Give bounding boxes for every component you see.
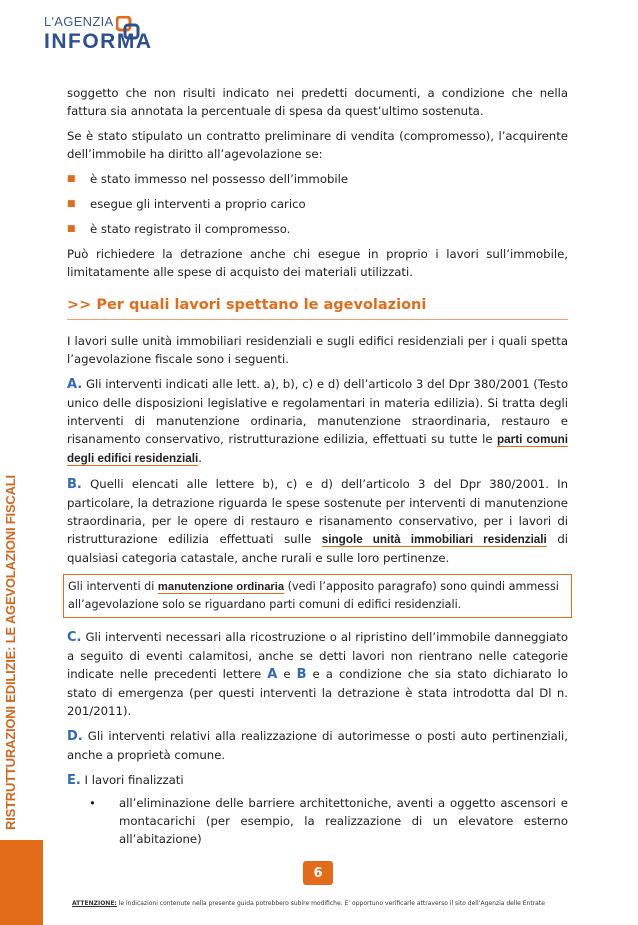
agenzia-informa-logo [44, 14, 154, 62]
item-reference: A [267, 667, 278, 682]
logo-line2: INFORMA [44, 30, 153, 53]
list-item: ■ è stato immesso nel possesso dell’immobile [67, 172, 349, 186]
item-c: C. Gli interventi necessari alla ricostruzione o al ripristino dell’immobile danneggiato a seguito di eventi calamitosi, anche se detti lavori non rientrano nelle categorie indicate nelle precedenti lettere A e B e a condizione che sia stato dichiarato lo stato di emergenza (per questi interventi la detrazione è stata introdotta dal Dl n. 201/2011). [67, 630, 568, 718]
item-letter: C. [67, 630, 82, 645]
paragraph: I lavori sulle unità immobiliari residenziali e sugli edifici residenziali per i quali spetta l’agevolazione fiscale sono i seguenti. [67, 334, 568, 366]
logo-mark-icon [116, 16, 140, 40]
item-letter: A. [67, 377, 83, 392]
section-divider [67, 319, 568, 320]
square-bullet-icon: ■ [67, 224, 76, 234]
highlighted-term: parti comuni degli edifici residenziali [67, 433, 568, 465]
highlighted-term: manutenzione ordinaria [157, 581, 285, 593]
list-item: ■ esegue gli interventi a proprio carico [67, 197, 306, 211]
section-title: >> Per quali lavori spettano le agevolazioni [67, 297, 427, 313]
paragraph: Se è stato stipulato un contratto preliminare di vendita (compromesso), l’acquirente dell’immobile ha diritto all’agevolazione se: [67, 129, 568, 161]
highlighted-term: singole unità immobiliari residenziali [321, 533, 547, 546]
logo-line1: L'AGENZIA [44, 14, 114, 29]
bullet-dot-icon: • [89, 796, 96, 810]
footer-disclaimer [72, 900, 545, 907]
list-item: ■ è stato registrato il compromesso. [67, 222, 291, 236]
sidebar-accent-bar [0, 840, 43, 925]
footer-text: le indicazioni contenute nella presente guida potrebbero subire modifiche. E’ opportuno verificarle attraverso il sito dell’Agenzia delle Entrate [116, 900, 545, 907]
square-bullet-icon: ■ [67, 174, 76, 184]
item-letter: D. [67, 729, 83, 744]
page-number: 6 [303, 861, 333, 885]
item-reference: B [296, 667, 307, 682]
item-e: E. I lavori finalizzati [67, 773, 184, 788]
item-d: D. Gli interventi relativi alla realizzazione di autorimesse o posti auto pertinenziali, anche a proprietà comune. [67, 729, 568, 762]
item-a: A. Gli interventi indicati alle lett. a), b), c) e d) dell’articolo 3 del Dpr 380/2001 (Testo unico delle disposizioni legislative e regolamentari in materia edilizia). Si tratta degli interventi di manutenzione ordinaria, manutenzione straordinaria, restauro e risanamento conservativo, ristrutturazione edilizia, effettuati su tutte le parti comuni degli edifici residenziali. [67, 377, 568, 465]
sub-list-item: • all’eliminazione delle barriere architettoniche, aventi a oggetto ascensori e montacarichi (per esempio, la realizzazione di un elevatore esterno all’abitazione) [67, 794, 568, 848]
square-bullet-icon: ■ [67, 199, 76, 209]
document-body [67, 84, 568, 852]
item-letter: E. [67, 773, 81, 788]
item-b: B. Quelli elencati alle lettere b), c) e d) dell’articolo 3 del Dpr 380/2001. In particolare, la detrazione riguarda le spese sostenute per interventi di manutenzione straordinaria, per le opere di restauro e risanamento conservativo, per i lavori di ristrutturazione edilizia effettuati sulle singole unità immobiliari residenziali di qualsiasi categoria catastale, anche rurali e sulle loro pertinenze. [67, 477, 569, 565]
footer-label: ATTENZIONE: [72, 900, 117, 907]
paragraph: soggetto che non risulti indicato nei predetti documenti, a condizione che nella fattura sia annotata la percentuale di spesa da quest’ultimo sostenuta. [67, 86, 568, 118]
sidebar-vertical-title: RISTRUTTURAZIONI EDILIZIE: LE AGEVOLAZIONI FISCALI [3, 475, 18, 830]
paragraph: Può richiedere la detrazione anche chi esegue in proprio i lavori sull’immobile, limitatamente alle spese di acquisto dei materiali utilizzati. [67, 247, 568, 279]
item-letter: B. [67, 477, 82, 492]
note-box: Gli interventi di manutenzione ordinaria (vedi l’apposito paragrafo) sono quindi ammessi all’agevolazione solo se riguardano parti comuni di edifici residenziali. [63, 574, 572, 618]
